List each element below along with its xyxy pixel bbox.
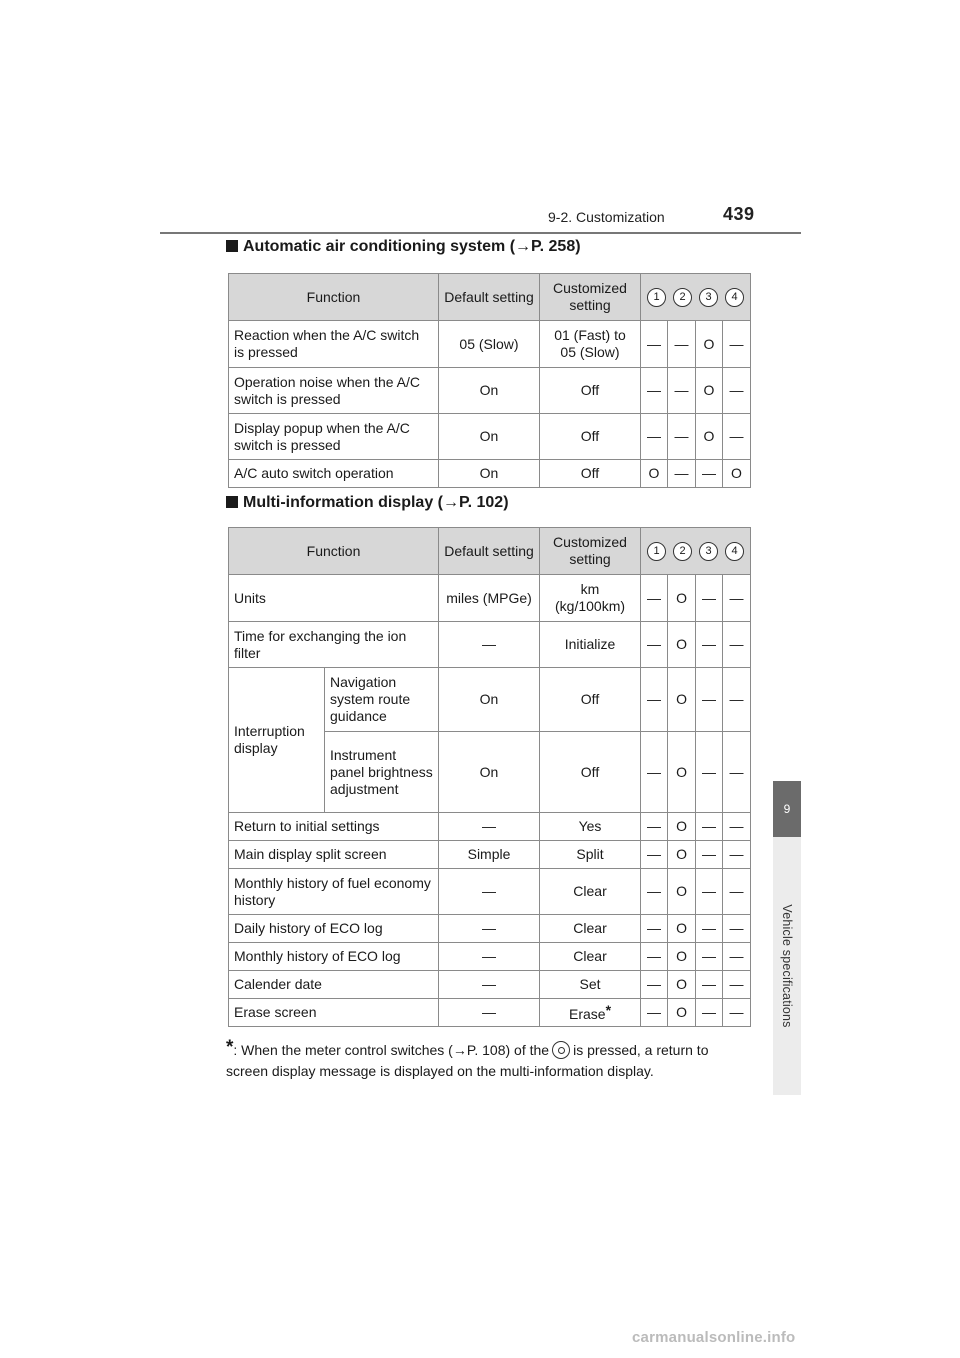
table-row	[229, 368, 751, 414]
function-cell: Daily history of ECO log	[229, 915, 439, 943]
mark-cell: —	[723, 999, 751, 1027]
mark-cell: —	[696, 668, 723, 732]
mark-cell: O	[668, 999, 696, 1027]
mark-cell: —	[641, 575, 668, 622]
mark-cell: —	[668, 414, 696, 460]
function-cell: Main display split screen	[229, 841, 439, 869]
footnote-text-after: is pressed, a return to screen display message is displayed on the multi-information display.	[226, 1042, 709, 1079]
mark-cell: —	[723, 943, 751, 971]
table-row	[229, 943, 751, 971]
mark-cell: —	[641, 943, 668, 971]
mark-cell: —	[696, 575, 723, 622]
mark-cell: —	[641, 622, 668, 668]
function-cell: Erase screen	[229, 999, 439, 1027]
table-row	[229, 869, 751, 915]
function-cell: Instrument panel brightness adjustment	[325, 732, 439, 813]
footnote-marker: *	[605, 1002, 612, 1018]
function-cell: Display popup when the A/C switch is pressed	[229, 414, 439, 460]
square-bullet-icon	[226, 240, 238, 252]
custom-cell: Yes	[540, 813, 641, 841]
section-heading-text: Multi-information display (→P. 102)	[243, 494, 509, 511]
page-number: 439	[723, 204, 755, 224]
mark-cell: —	[641, 813, 668, 841]
custom-cell: Off	[540, 732, 641, 813]
table-row	[229, 668, 751, 732]
mark-cell: —	[723, 841, 751, 869]
section-heading-ac	[226, 238, 581, 256]
section-heading-text: Automatic air conditioning system (→P. 258)	[243, 238, 581, 255]
default-cell: On	[439, 732, 540, 813]
table-row	[229, 575, 751, 622]
default-cell: —	[439, 943, 540, 971]
mark-cell: —	[723, 622, 751, 668]
mark-cell: O	[696, 414, 723, 460]
custom-value: Erase	[569, 1006, 606, 1022]
function-cell: Navigation system route guidance	[325, 668, 439, 732]
custom-cell: Clear	[540, 915, 641, 943]
circled-number: 4	[725, 288, 744, 307]
mark-cell: O	[668, 869, 696, 915]
default-cell: —	[439, 971, 540, 999]
custom-cell: Set	[540, 971, 641, 999]
circled-number: 3	[699, 288, 718, 307]
default-cell: —	[439, 622, 540, 668]
mark-cell: O	[723, 460, 751, 488]
circled-number: 2	[673, 542, 692, 561]
mark-cell: O	[668, 732, 696, 813]
default-cell: miles (MPGe)	[439, 575, 540, 622]
table-row	[229, 841, 751, 869]
chapter-number: 9	[783, 802, 791, 816]
mark-cell: —	[696, 999, 723, 1027]
mark-cell: —	[696, 841, 723, 869]
mark-cell: —	[723, 668, 751, 732]
function-cell: Operation noise when the A/C switch is pressed	[229, 368, 439, 414]
custom-cell: Split	[540, 841, 641, 869]
default-cell: —	[439, 915, 540, 943]
table-row	[229, 321, 751, 368]
mark-cell: —	[723, 869, 751, 915]
mark-cell: —	[641, 971, 668, 999]
mark-cell: —	[668, 368, 696, 414]
col-default: Default setting	[439, 274, 540, 321]
footnote	[226, 1037, 750, 1082]
group-label-cell: Interruption display	[229, 668, 325, 813]
mark-cell: —	[641, 915, 668, 943]
watermark: carmanualsonline.info	[632, 1329, 796, 1346]
mark-cell: —	[641, 368, 668, 414]
custom-cell: Off	[540, 668, 641, 732]
mark-cell: —	[723, 732, 751, 813]
header-section-title: 9-2. Customization	[548, 209, 665, 225]
mark-cell: O	[668, 943, 696, 971]
table-header-row	[229, 274, 751, 321]
custom-cell: Clear	[540, 943, 641, 971]
mid-settings-table	[228, 527, 751, 1027]
mark-cell: —	[723, 813, 751, 841]
mark-cell: —	[641, 668, 668, 732]
default-cell: On	[439, 668, 540, 732]
mark-cell: O	[668, 668, 696, 732]
footnote-star: *	[226, 1037, 234, 1058]
mark-cell: —	[723, 971, 751, 999]
mark-cell: —	[641, 869, 668, 915]
default-cell: —	[439, 999, 540, 1027]
mark-cell: —	[641, 414, 668, 460]
square-bullet-icon	[226, 496, 238, 508]
col-function: Function	[229, 528, 439, 575]
mark-cell: —	[668, 460, 696, 488]
table-row	[229, 622, 751, 668]
table-row	[229, 813, 751, 841]
mark-cell: —	[696, 869, 723, 915]
col-function: Function	[229, 274, 439, 321]
circled-number: 3	[699, 542, 718, 561]
mark-cell: O	[668, 971, 696, 999]
custom-cell: Initialize	[540, 622, 641, 668]
function-cell: Monthly history of ECO log	[229, 943, 439, 971]
mark-cell: O	[668, 813, 696, 841]
table-row	[229, 915, 751, 943]
default-cell: On	[439, 368, 540, 414]
function-cell: Calender date	[229, 971, 439, 999]
mark-cell: —	[723, 915, 751, 943]
mark-cell: —	[723, 414, 751, 460]
default-cell: —	[439, 869, 540, 915]
col-customized: Customized setting	[540, 528, 641, 575]
mark-cell: —	[641, 841, 668, 869]
custom-cell: Clear	[540, 869, 641, 915]
custom-cell	[540, 999, 641, 1027]
chapter-title: Vehicle specifications	[780, 904, 794, 1028]
mark-cell: —	[723, 321, 751, 368]
mark-cell: —	[696, 915, 723, 943]
mark-cell: O	[668, 575, 696, 622]
custom-cell: Off	[540, 460, 641, 488]
circled-number: 1	[647, 542, 666, 561]
mark-cell: O	[641, 460, 668, 488]
circled-number: 2	[673, 288, 692, 307]
mark-cell: —	[696, 971, 723, 999]
custom-cell: 01 (Fast) to 05 (Slow)	[540, 321, 641, 368]
mark-cell: O	[696, 321, 723, 368]
dial-icon	[552, 1041, 570, 1059]
function-cell: Reaction when the A/C switch is pressed	[229, 321, 439, 368]
function-cell: Units	[229, 575, 439, 622]
mark-cell: O	[668, 841, 696, 869]
header-rule	[160, 232, 801, 234]
default-cell: —	[439, 813, 540, 841]
custom-cell: Off	[540, 368, 641, 414]
default-cell: On	[439, 414, 540, 460]
default-cell: 05 (Slow)	[439, 321, 540, 368]
table-row	[229, 999, 751, 1027]
mark-cell: —	[641, 321, 668, 368]
custom-cell: km (kg/100km)	[540, 575, 641, 622]
mark-cell: —	[641, 999, 668, 1027]
mark-cell: —	[668, 321, 696, 368]
mark-cell: —	[723, 575, 751, 622]
default-cell: On	[439, 460, 540, 488]
function-cell: Time for exchanging the ion filter	[229, 622, 439, 668]
mark-cell: O	[668, 622, 696, 668]
mark-cell: —	[696, 732, 723, 813]
circled-number: 1	[647, 288, 666, 307]
col-numbers	[641, 274, 751, 321]
mark-cell: O	[696, 368, 723, 414]
mark-cell: —	[723, 368, 751, 414]
mark-cell: O	[668, 915, 696, 943]
chapter-tab	[773, 781, 801, 837]
footnote-text-before: : When the meter control switches (→P. 108) of the	[233, 1042, 550, 1058]
ac-settings-table	[228, 273, 751, 488]
table-row	[229, 971, 751, 999]
table-row	[229, 460, 751, 488]
col-default: Default setting	[439, 528, 540, 575]
mark-cell: —	[696, 943, 723, 971]
mark-cell: —	[696, 460, 723, 488]
section-heading-mid	[226, 494, 509, 512]
mark-cell: —	[696, 622, 723, 668]
col-customized: Customized setting	[540, 274, 641, 321]
table-header-row	[229, 528, 751, 575]
circled-number: 4	[725, 542, 744, 561]
function-cell: A/C auto switch operation	[229, 460, 439, 488]
col-numbers	[641, 528, 751, 575]
default-cell: Simple	[439, 841, 540, 869]
custom-cell: Off	[540, 414, 641, 460]
function-cell: Return to initial settings	[229, 813, 439, 841]
table-row	[229, 414, 751, 460]
mark-cell: —	[641, 732, 668, 813]
mark-cell: —	[696, 813, 723, 841]
function-cell: Monthly history of fuel economy history	[229, 869, 439, 915]
